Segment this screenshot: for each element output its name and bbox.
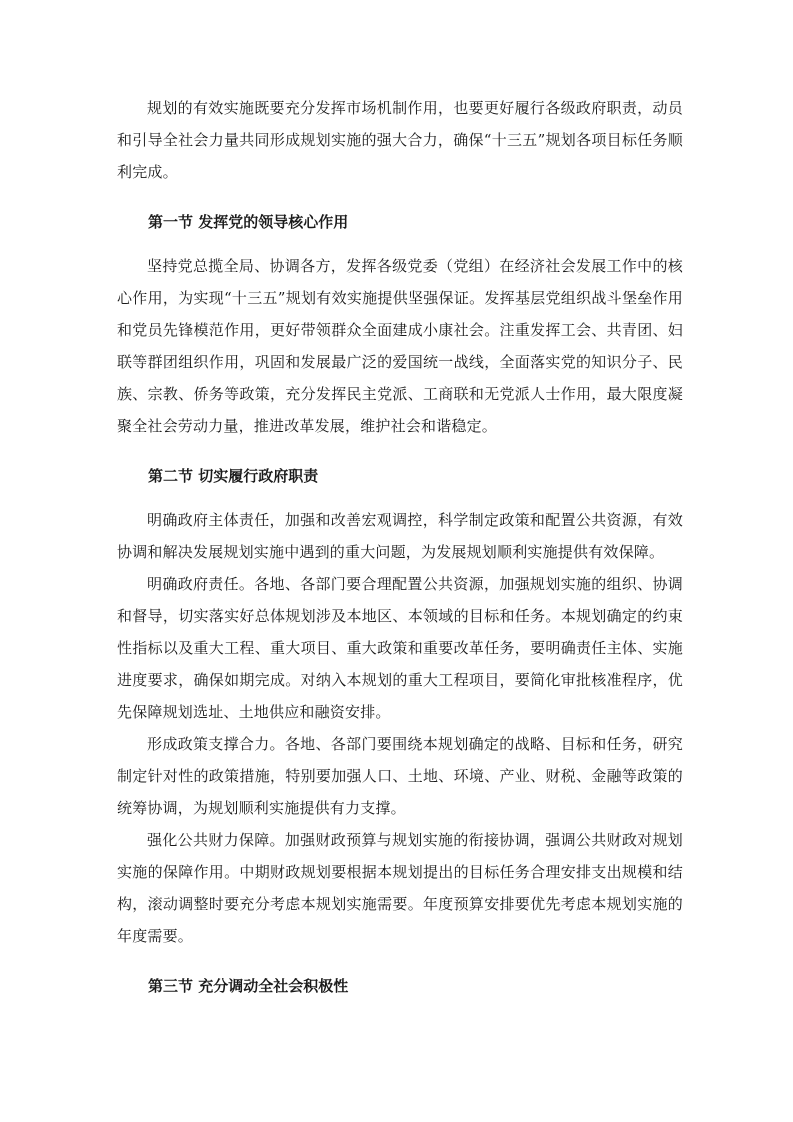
spacer [117, 952, 683, 970]
spacer [117, 442, 683, 460]
section-2-paragraph-4: 强化公共财力保障。加强财政预算与规划实施的衔接协调，强调公共财政对规划实施的保障作用。中期财政规划要根据本规划提出的目标任务合理安排支出规模和结构，滚动调整时要充分考虑本规划实施需要。年度预算安排要优先考虑本规划实施的年度需要。 [117, 831, 683, 945]
spacer [117, 238, 683, 250]
section-1-heading: 第一节 发挥党的领导核心作用 [148, 213, 349, 231]
intro-paragraph: 规划的有效实施既要充分发挥市场机制作用，也要更好履行各级政府职责，动员和引导全社会力量共同形成规划实施的强大合力，确保“十三五”规划各项目标任务顺利完成。 [117, 99, 683, 181]
spacer [117, 188, 683, 206]
section-2-paragraph-3: 形成政策支撑合力。各地、各部门要围绕本规划确定的战略、目标和任务，研究制定针对性的政策措施，特别要加强人口、土地、环境、产业、财税、金融等政策的统筹协调，为规划顺利实施提供有力支撑。 [117, 735, 683, 817]
section-2-heading: 第二节 切实履行政府职责 [148, 467, 319, 485]
section-2-paragraph-2: 明确政府责任。各地、各部门要合理配置公共资源，加强规划实施的组织、协调和督导，切实落实好总体规划涉及本地区、本领域的目标和任务。本规划确定的约束性指标以及重大工程、重大项目、重大政策和重要改革任务，要明确责任主体、实施进度要求，确保如期完成。对纳入本规划的重大工程项目，要简化审批核准程序，优先保障规划选址、土地供应和融资安排。 [117, 575, 683, 721]
spacer [117, 492, 683, 504]
section-1-paragraph-1: 坚持党总揽全局、协调各方，发挥各级党委（党组）在经济社会发展工作中的核心作用，为实现“十三五”规划有效实施提供坚强保证。发挥基层党组织战斗堡垒作用和党员先锋模范作用，更好带领群众全面建成小康社会。注重发挥工会、共青团、妇联等群团组织作用，巩固和发展最广泛的爱国统一战线，全面落实党的知识分子、民族、宗教、侨务等政策，充分发挥民主党派、工商联和无党派人士作用，最大限度凝聚全社会劳动力量，推进改革发展，维护社会和谐稳定。 [117, 257, 683, 435]
section-2-paragraph-1: 明确政府主体责任，加强和改善宏观调控，科学制定政策和配置公共资源，有效协调和解决发展规划实施中遇到的重大问题，为发展规划顺利实施提供有效保障。 [117, 511, 683, 561]
section-3-heading: 第三节 充分调动全社会积极性 [148, 977, 349, 995]
